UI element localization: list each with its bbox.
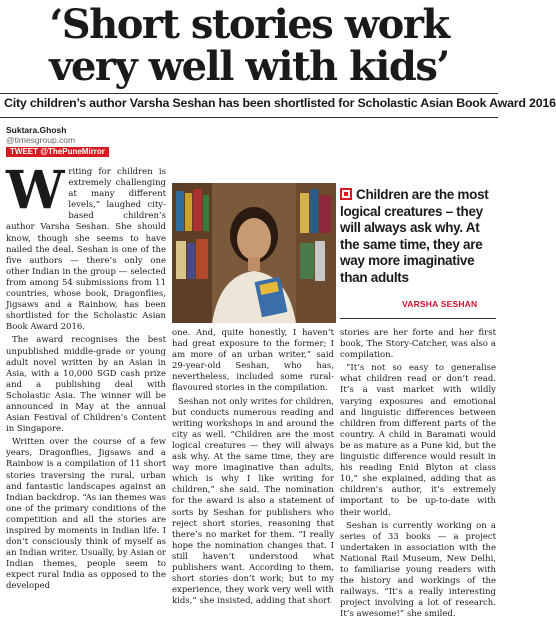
article-paragraph: stories are her forte and her first book, The Story-Catcher, was also a compilation. [340, 328, 496, 361]
headline-rule [0, 93, 498, 94]
byline [6, 125, 166, 157]
article-paragraph: “It’s not so easy to generalise what children read or don’t read. It’s a vast market with wildly varying exposures and emotional and linguistic differences between children from different parts of the country. A child in Baramati would be as mature as a Pune kid, but the linguistic difference would result in his reading Enid Blyton at class 10,” she explained, adding that as children’s author, it’s extremely important to be up-to-date with their world. [340, 363, 496, 518]
tweet-handle[interactable]: TWEET @ThePuneMirror [6, 147, 109, 157]
author-photo [172, 183, 336, 323]
pull-quote-text: Children are the most logical creatures – they will always ask why. At the same time, they are way more imaginative than adults [340, 187, 489, 285]
drop-cap: W [6, 160, 65, 221]
subheadline: City children’s author Varsha Seshan has been shortlisted for Scholastic Asian Book Award 2016 [4, 96, 556, 110]
author-email[interactable]: @timesgroup.com [6, 135, 76, 145]
pull-quote [340, 187, 496, 287]
headline-line-1: ‘Short stories work [49, 1, 449, 48]
author-photo-illustration [172, 183, 336, 323]
article-paragraph: one. And, quite honestly, I haven’t had great exposure to the former; I am more of an urban writer,” said 29-year-old Seshan, who has, nevertheless, included some rural-flavoured stories in the compilation. [172, 328, 334, 394]
article-paragraph: The award recognises the best unpublished middle-grade or young adult novel written by an Asian in Asia, with a 10,000 SGD cash prize and a publishing deal with Scholastic Asia. The winner will be announced in May at the annual Asian Festival of Children’s Content in Singapore. [6, 335, 166, 435]
pull-quote-attribution: VARSHA SESHAN [402, 299, 478, 309]
article-column-1 [6, 160, 166, 595]
headline [0, 1, 498, 90]
headline-line-2: very well with kids’ [49, 43, 449, 90]
article-paragraph: Writing for children is extremely challenging at many different levels,” laughed city-based children’s author Varsha Seshan. She should know, though she seems to have nailed the deal. Seshan is one of the five authors — there’s only one other Indian in the group — selected from among 54 submissions from 11 countries, whose book, Dragonflies, Jigsaws and a Rainbow, has been shortlisted for the Scholastic Asian Book Award 2016. [6, 160, 166, 333]
pull-quote-rule [340, 318, 496, 319]
author-name: Suktara.Ghosh [6, 125, 67, 135]
article-column-2 [172, 328, 334, 609]
article-column-3 [340, 328, 496, 622]
article-paragraph: Seshan not only writes for children, but conducts numerous reading and writing workshops in and around the city as well. “Children are the most logical creatures — they will always ask why. At the same time, they are way more imaginative than adults, which is why I like writing for children,” she said. The nomination for the award is also a statement of sorts by Seshan for publishers who reject short stories, reasoning that there’s no market for them. “I really hope the nomination changes that. I still haven’t understood what publishers want. According to them, short stories don’t work; but to my experience, they work very well with kids,” she insisted, adding that short [172, 396, 334, 607]
article-paragraph: Seshan is currently working on a series of 33 books — a project undertaken in association with the National Rail Museum, New Delhi, to familiarise young readers with the history and workings of the railways. “It’s a really interesting project involving a lot of research. It’s awesome!” she smiled. [340, 520, 496, 620]
quote-marker-icon [340, 188, 352, 200]
subhead-rule [0, 117, 498, 118]
article-paragraph: Written over the course of a few years, Dragonflies, Jigsaws and a Rainbow is a compilation of 11 short stories traversing the rural, urban and fantastic landscapes against an Indian backdrop. “As ian themes was one of the primary conditions of the competition and all the stories are inspired by moments in Indian life. I don’t consciously think of myself as an Indian writer. Usually, by Asian or Indian themes, people seem to expect rural India as opposed to the developed [6, 437, 166, 592]
